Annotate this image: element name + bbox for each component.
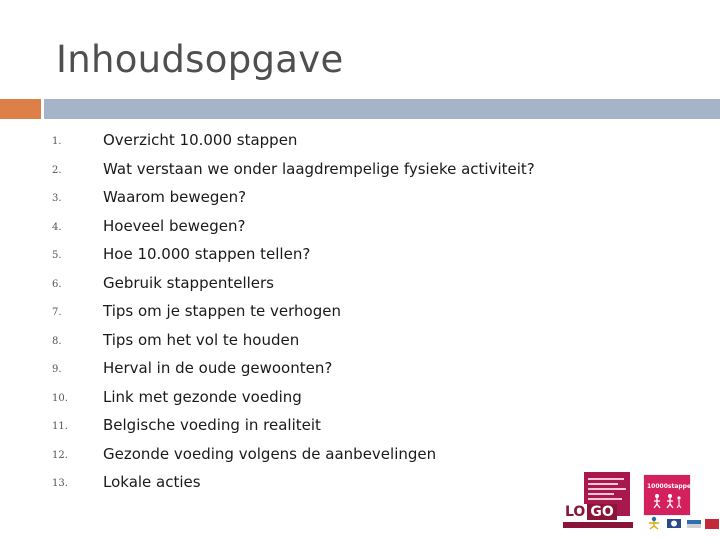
toc-text: Link met gezonde voeding [103,387,302,406]
toc-text: Tips om het vol te houden [103,330,300,349]
logo-mark [563,504,617,520]
toc-item [0,214,720,242]
toc-item [0,442,720,470]
toc-number: 2. [52,164,62,176]
toc-number: 13. [52,478,68,489]
toc-number: 3. [52,193,62,204]
toc-item [0,271,720,299]
walking-figures-icon [650,493,684,509]
toc-number: 10. [52,392,68,404]
sponsor-figure-icon [646,516,662,530]
toc-item [0,299,720,327]
toc-number: 4. [52,221,62,233]
toc-text: Gebruik stappentellers [103,273,274,292]
toc-number: 1. [52,136,62,147]
accent-bar-blue [44,99,720,119]
partner-logos [560,470,720,540]
toc-text: Belgische voeding in realiteit [103,416,321,434]
toc-item [0,413,720,441]
logo-go-text: GO [587,504,616,520]
toc-item [0,385,720,413]
toc-text: Wat verstaan we onder laagdrempelige fysieke activiteit? [103,159,535,178]
toc-item [0,242,720,270]
toc-item [0,157,720,185]
toc-number: 11. [52,421,68,432]
page-title: Inhoudsopgave [56,38,344,81]
sponsor-flag-icon [686,516,702,530]
toc-number: 7. [52,307,62,318]
sponsor-mark-icon [704,516,720,530]
logo-lo-text: LO [565,504,586,520]
toc-text: Hoe 10.000 stappen tellen? [103,245,311,263]
toc-number: 5. [52,250,62,261]
toc-text: Overzicht 10.000 stappen [103,131,298,149]
toc-text: Lokale acties [103,473,201,491]
toc-text: Herval in de oude gewoonten? [103,359,333,377]
toc-text: Waarom bewegen? [103,188,247,206]
toc-number: 8. [52,335,62,347]
accent-bar-orange [0,99,41,119]
logo-subtitle-bar [563,522,633,528]
sponsor-emblem-icon [666,516,682,530]
toc-number: 9. [52,364,62,375]
brand-text: 10000stappen.be [647,483,706,490]
toc-item [0,356,720,384]
toc-number: 12. [52,449,68,461]
toc-text: Gezonde voeding volgens de aanbevelingen [103,444,437,463]
10000stappen-logo [643,474,706,516]
toc-item [0,185,720,213]
toc-number: 6. [52,278,62,290]
toc-item [0,328,720,356]
toc-text: Tips om je stappen te verhogen [103,302,341,320]
toc-text: Hoeveel bewegen? [103,216,246,235]
toc-item [0,128,720,156]
